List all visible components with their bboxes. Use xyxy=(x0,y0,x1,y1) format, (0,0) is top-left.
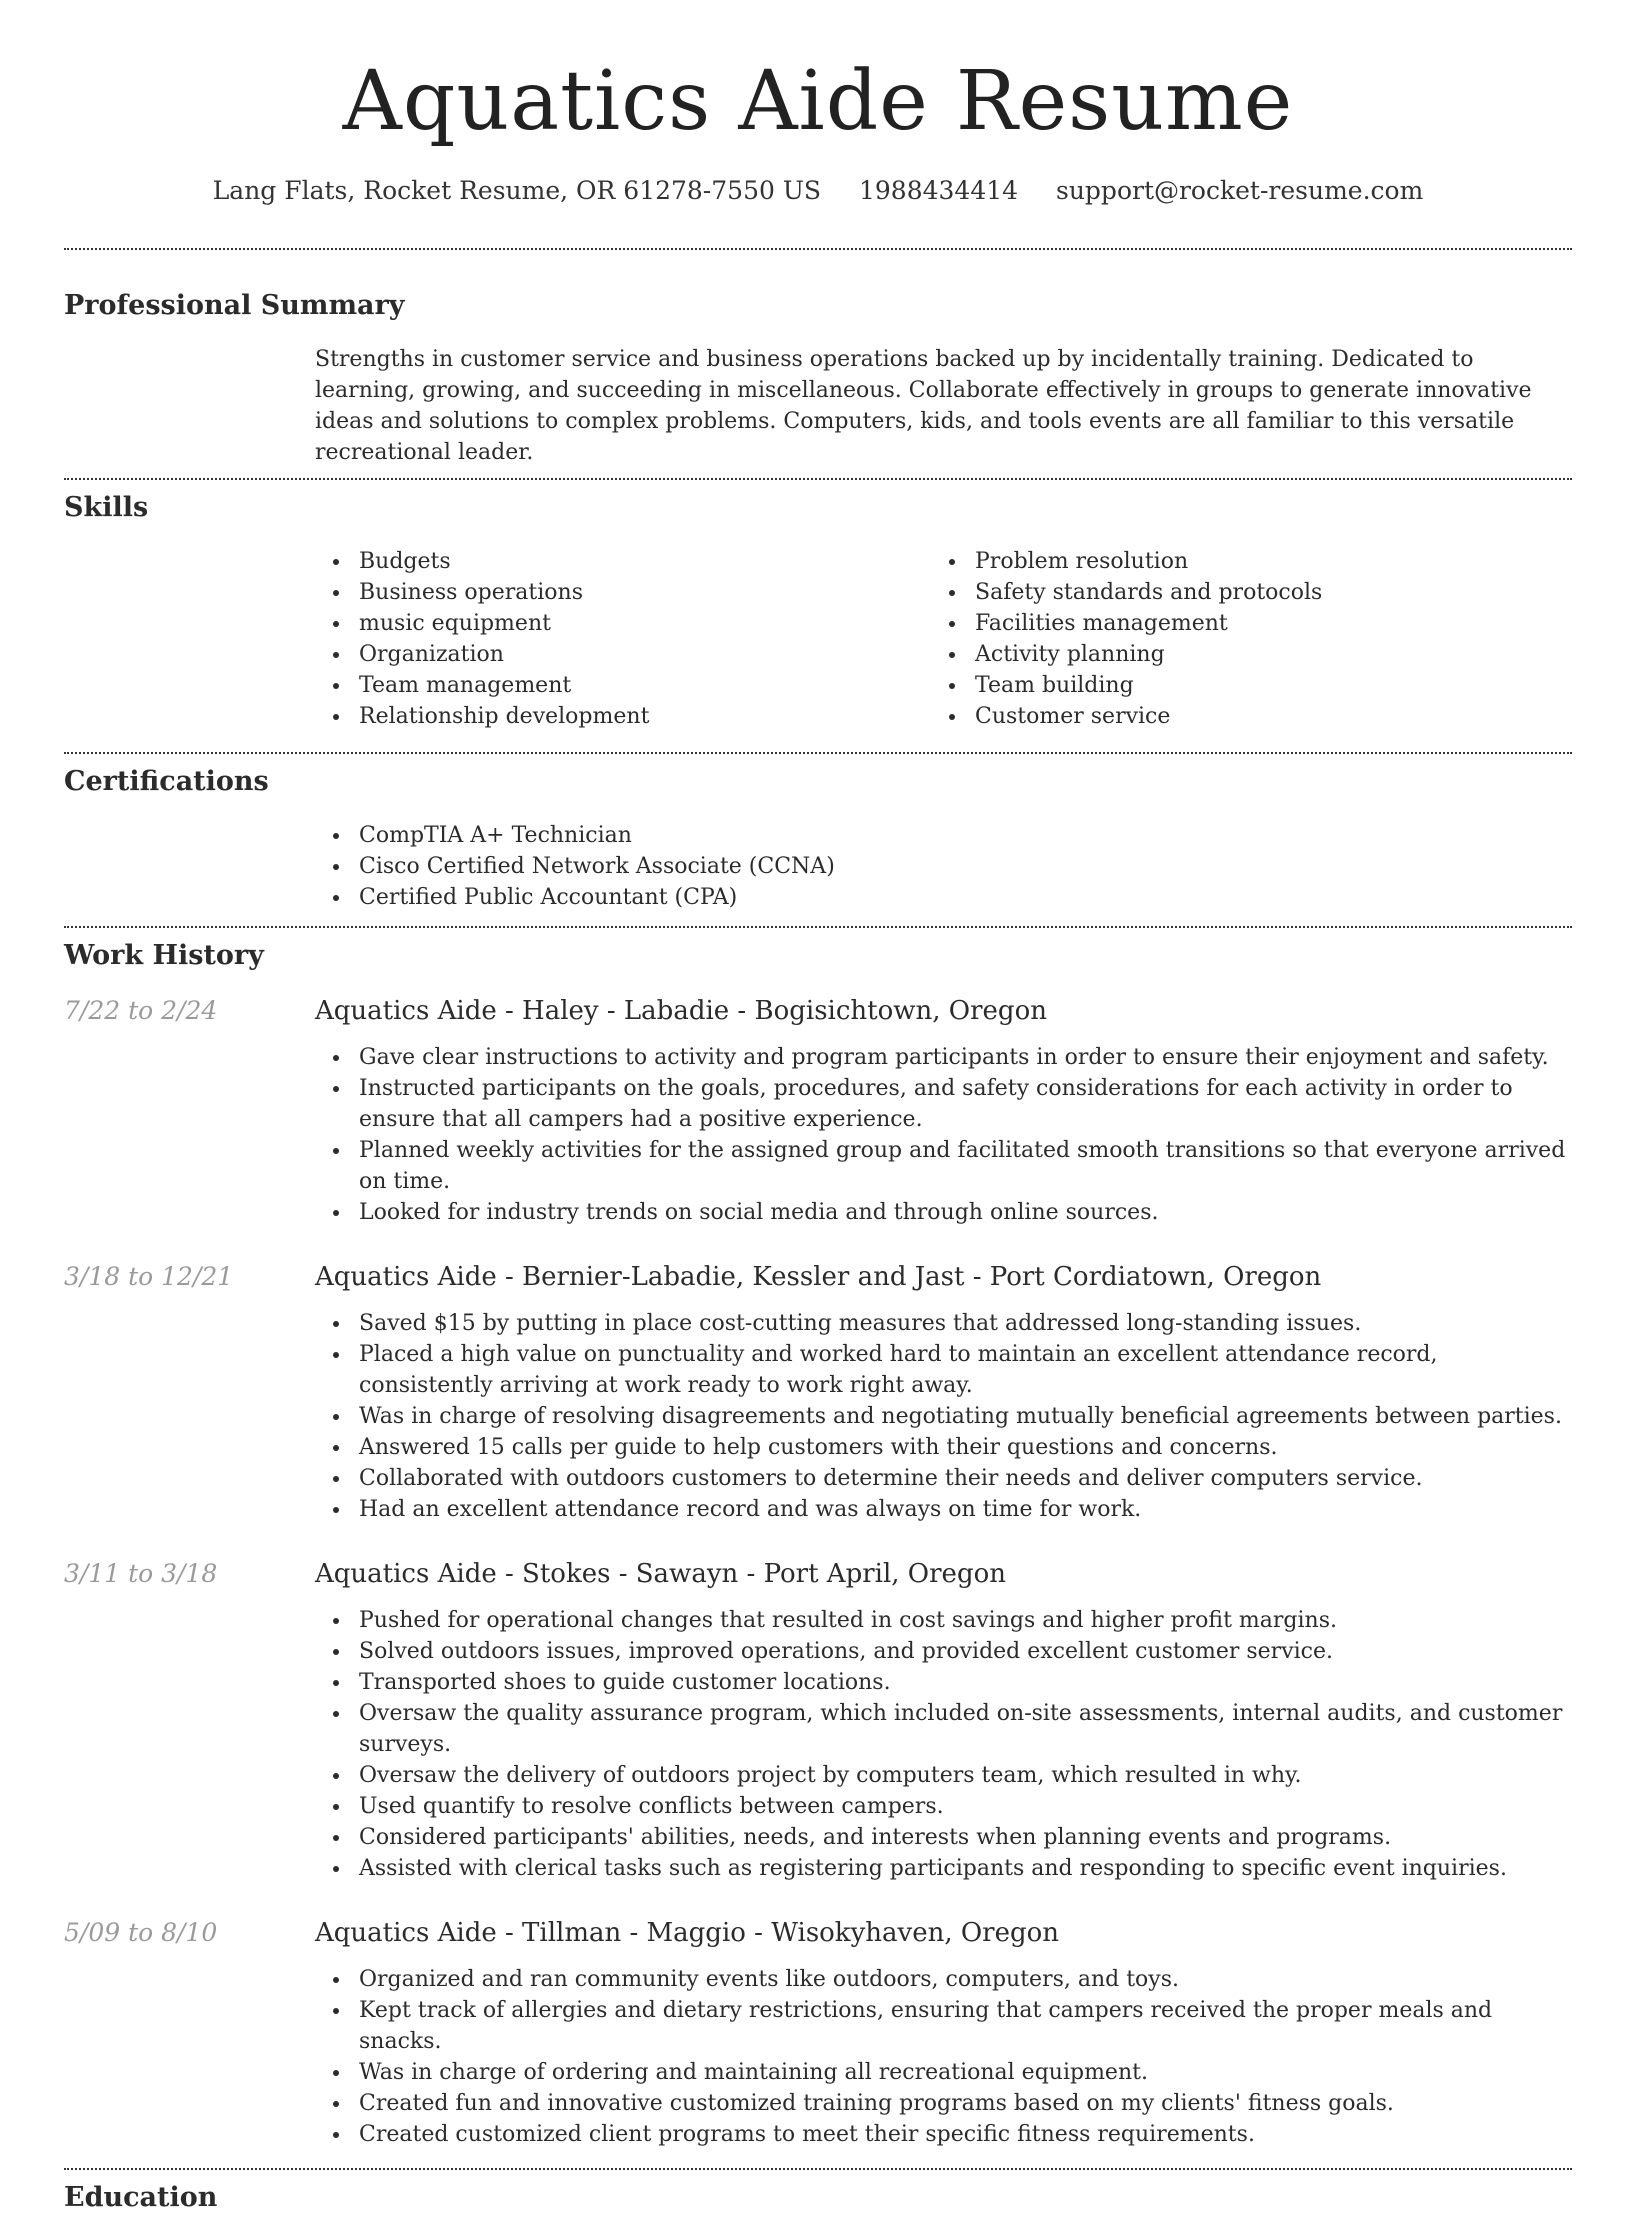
job-bullet: Transported shoes to guide customer locations. xyxy=(315,1667,1572,1698)
job-bullet: Answered 15 calls per guide to help customers with their questions and concerns. xyxy=(315,1432,1572,1463)
skill-item: music equipment xyxy=(315,608,931,639)
certifications-list xyxy=(315,820,1572,913)
job-bullets xyxy=(315,1964,1572,2150)
job-dates: 3/18 to 12/21 xyxy=(64,1262,234,1291)
job-bullet: Kept track of allergies and dietary restrictions, ensuring that campers received the proper meals and snacks. xyxy=(315,1995,1572,2057)
job-bullet: Used quantify to resolve conflicts between campers. xyxy=(315,1791,1572,1822)
contact-phone: 1988434414 xyxy=(858,176,1019,205)
divider xyxy=(64,926,1572,928)
job-bullet: Assisted with clerical tasks such as registering participants and responding to specific event inquiries. xyxy=(315,1853,1572,1884)
skills-grid xyxy=(315,546,1572,732)
job-bullet: Pushed for operational changes that resulted in cost savings and higher profit margins. xyxy=(315,1605,1572,1636)
job-header xyxy=(64,1916,1572,1950)
job-dates: 5/09 to 8/10 xyxy=(64,1918,218,1947)
skills-section xyxy=(64,490,1572,732)
job-bullet: Looked for industry trends on social media and through online sources. xyxy=(315,1197,1572,1228)
skill-item: Team building xyxy=(931,670,1547,701)
job-bullet: Had an excellent attendance record and was always on time for work. xyxy=(315,1494,1572,1525)
resume-page xyxy=(64,0,1572,2216)
skill-item: Relationship development xyxy=(315,701,931,732)
divider xyxy=(64,752,1572,754)
job-entry xyxy=(64,1260,1572,1525)
work-history-section xyxy=(64,938,1572,2150)
skill-item: Customer service xyxy=(931,701,1547,732)
certifications-section xyxy=(64,764,1572,913)
skill-item: Business operations xyxy=(315,577,931,608)
skill-item: Safety standards and protocols xyxy=(931,577,1547,608)
skill-item: Activity planning xyxy=(931,639,1547,670)
job-bullets xyxy=(315,1308,1572,1525)
skill-item: Facilities management xyxy=(931,608,1547,639)
skill-item: Problem resolution xyxy=(931,546,1547,577)
job-dates: 7/22 to 2/24 xyxy=(64,996,218,1025)
job-bullet: Collaborated with outdoors customers to determine their needs and deliver computers service. xyxy=(315,1463,1572,1494)
contact-line xyxy=(64,174,1572,208)
divider xyxy=(64,2168,1572,2170)
job-entry xyxy=(64,1557,1572,1884)
contact-address: Lang Flats, Rocket Resume, OR 61278-7550 US xyxy=(212,176,822,205)
certification-item: Certified Public Accountant (CPA) xyxy=(315,882,1572,913)
job-entry xyxy=(64,994,1572,1228)
divider xyxy=(64,248,1572,250)
job-bullet: Organized and ran community events like outdoors, computers, and toys. xyxy=(315,1964,1572,1995)
job-bullet: Oversaw the delivery of outdoors project by computers team, which resulted in why. xyxy=(315,1760,1572,1791)
job-title: Aquatics Aide - Tillman - Maggio - Wisokyhaven, Oregon xyxy=(315,1918,1060,1948)
certifications-heading: Certifications xyxy=(64,766,269,797)
job-title: Aquatics Aide - Haley - Labadie - Bogisichtown, Oregon xyxy=(315,996,1047,1026)
job-entry xyxy=(64,1916,1572,2150)
job-title: Aquatics Aide - Bernier-Labadie, Kessler and Jast - Port Cordiatown, Oregon xyxy=(315,1262,1322,1292)
job-header xyxy=(64,994,1572,1028)
summary-heading: Professional Summary xyxy=(64,290,405,321)
skill-item: Organization xyxy=(315,639,931,670)
job-dates: 3/11 to 3/18 xyxy=(64,1559,218,1588)
job-bullets xyxy=(315,1605,1572,1884)
divider xyxy=(64,478,1572,480)
job-bullet: Was in charge of resolving disagreements and negotiating mutually beneficial agreements between parties. xyxy=(315,1401,1572,1432)
skill-item: Budgets xyxy=(315,546,931,577)
certification-item: Cisco Certified Network Associate (CCNA) xyxy=(315,851,1572,882)
contact-email: support@rocket-resume.com xyxy=(1056,176,1424,205)
job-bullet: Was in charge of ordering and maintaining all recreational equipment. xyxy=(315,2057,1572,2088)
job-bullet: Planned weekly activities for the assigned group and facilitated smooth transitions so that everyone arrived on time. xyxy=(315,1135,1572,1197)
job-header xyxy=(64,1260,1572,1294)
job-bullets xyxy=(315,1042,1572,1228)
skills-heading: Skills xyxy=(64,492,149,523)
job-bullet: Instructed participants on the goals, procedures, and safety considerations for each activity in order to ensure that all campers had a positive experience. xyxy=(315,1073,1572,1135)
job-bullet: Solved outdoors issues, improved operations, and provided excellent customer service. xyxy=(315,1636,1572,1667)
job-bullet: Placed a high value on punctuality and worked hard to maintain an excellent attendance record, consistently arriving at work ready to work right away. xyxy=(315,1339,1572,1401)
certification-item: CompTIA A+ Technician xyxy=(315,820,1572,851)
skills-list-right xyxy=(931,546,1547,732)
skill-item: Team management xyxy=(315,670,931,701)
job-title: Aquatics Aide - Stokes - Sawayn - Port April, Oregon xyxy=(315,1559,1006,1589)
summary-section xyxy=(64,288,1572,468)
job-bullet: Oversaw the quality assurance program, which included on-site assessments, internal audits, and customer surveys. xyxy=(315,1698,1572,1760)
job-bullet: Considered participants' abilities, needs, and interests when planning events and programs. xyxy=(315,1822,1572,1853)
summary-text: Strengths in customer service and business operations backed up by incidentally training. Dedicated to learning, growing, and succeeding in miscellaneous. Collaborate effectively in groups to generate innovative ideas and solutions to complex problems. Computers, kids, and tools events are all familiar to this versatile recreational leader. xyxy=(315,347,1532,465)
job-bullet: Saved $15 by putting in place cost-cutting measures that addressed long-standing issues. xyxy=(315,1308,1572,1339)
education-heading: Education xyxy=(64,2182,218,2213)
job-bullet: Created fun and innovative customized training programs based on my clients' fitness goals. xyxy=(315,2088,1572,2119)
job-bullet: Created customized client programs to meet their specific fitness requirements. xyxy=(315,2119,1572,2150)
job-bullet: Gave clear instructions to activity and program participants in order to ensure their enjoyment and safety. xyxy=(315,1042,1572,1073)
education-section xyxy=(64,2180,1572,2216)
resume-title: Aquatics Aide Resume xyxy=(342,54,1294,149)
job-header xyxy=(64,1557,1572,1591)
skills-list-left xyxy=(315,546,931,732)
work-history-heading: Work History xyxy=(64,940,264,971)
